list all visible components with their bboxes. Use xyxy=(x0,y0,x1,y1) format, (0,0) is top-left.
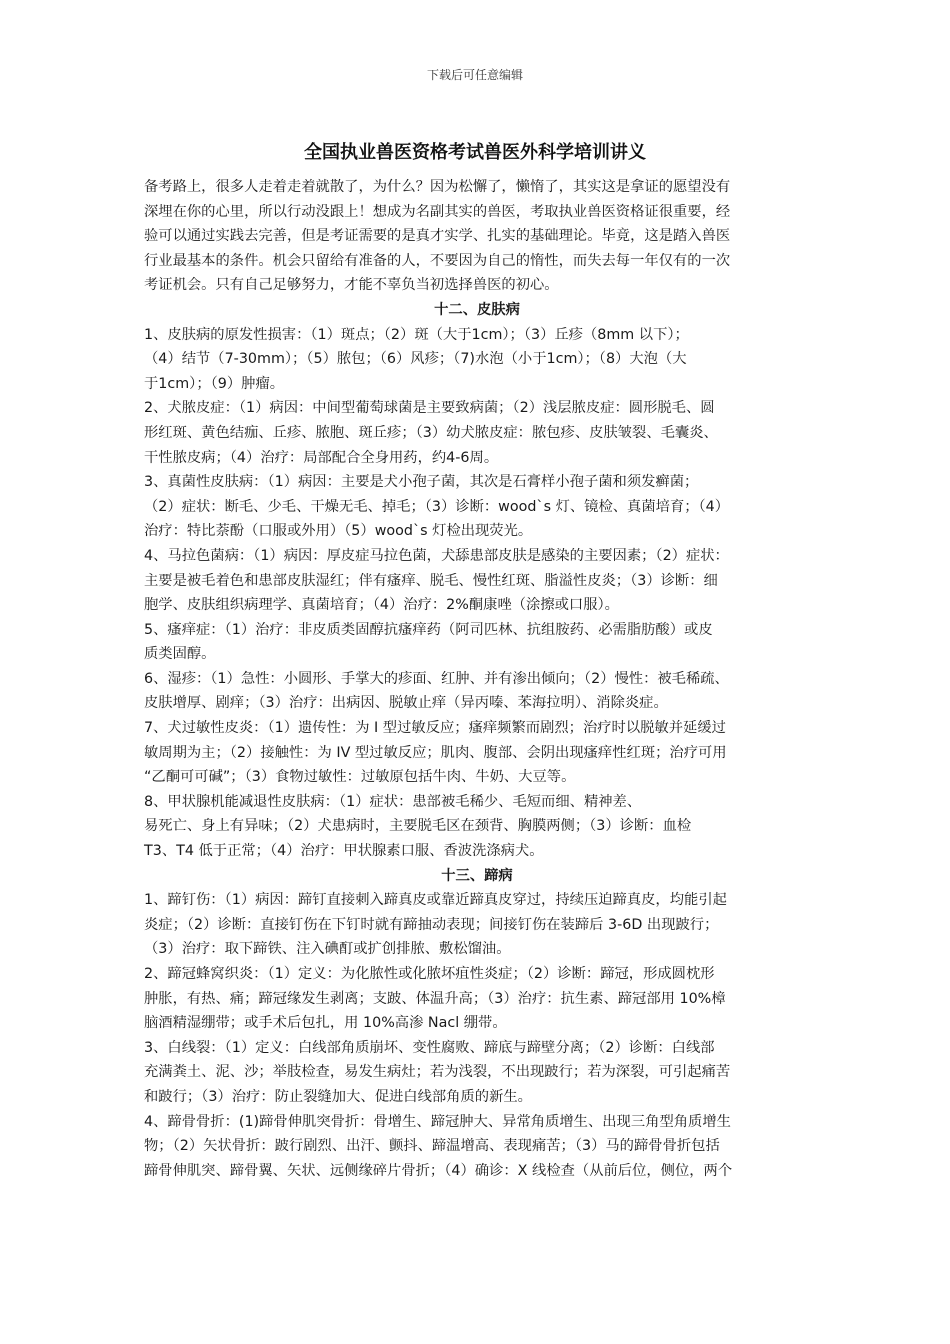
item-line: 治疗：特比萘酚（口服或外用）（5）wood`s 灯检出现荧光。 xyxy=(144,523,533,540)
item-line: 脑酒精湿绷带；或手术后包扎，用 10%高渗 Nacl 绷带。 xyxy=(144,1015,507,1032)
list-item xyxy=(144,1036,810,1110)
item-line: （2）症状：断毛、少毛、干燥无毛、掉毛；（3）诊断：wood`s 灯、镜检、真菌培育；（4） xyxy=(144,498,730,515)
item-line: 和跛行；（3）治疗：防止裂缝加大、促进白线部角质的新生。 xyxy=(144,1088,532,1105)
section-heading-hoof: 十三、蹄病 xyxy=(441,867,513,884)
item-line: 4、蹄骨骨折：(1)蹄骨伸肌突骨折：骨增生、蹄冠肿大、异常角质增生、出现三角型角质增生 xyxy=(144,1113,731,1130)
intro-paragraph xyxy=(144,175,810,298)
intro-line: 行业最基本的条件。机会只留给有准备的人，不要因为自己的惰性，而失去每一年仅有的一次 xyxy=(144,252,731,269)
list-item xyxy=(144,544,810,618)
intro-line: 备考路上，很多人走着走着就散了，为什么？因为松懈了，懒惰了，其实这是拿证的愿望没有 xyxy=(144,179,731,195)
item-line: “乙酮可可碱”；（3）食物过敏性：过敏原包括牛肉、牛奶、大豆等。 xyxy=(144,769,576,786)
item-line: 4、马拉色菌病：（1）病因：厚皮症马拉色菌，犬舔患部皮肤是感染的主要因素；（2）症状： xyxy=(144,547,729,564)
list-item xyxy=(144,1110,810,1184)
intro-line: 考证机会。只有自己足够努力，才能不辜负当初选择兽医的初心。 xyxy=(144,277,559,294)
item-line: 3、真菌性皮肤病：（1）病因：主要是犬小孢子菌，其次是石膏样小孢子菌和须发癣菌； xyxy=(144,474,699,491)
list-item xyxy=(144,716,810,790)
document-title: 全国执业兽医资格考试兽医外科学培训讲义 xyxy=(304,142,646,163)
item-line: 皮肤增厚、剧痒；（3）治疗：出病因、脱敏止痒（异丙嗪、苯海拉明）、消除炎症。 xyxy=(144,695,668,712)
item-line: 3、白线裂：（1）定义：白线部角质崩坏、变性腐败、蹄底与蹄壁分离；（2）诊断：白线部 xyxy=(144,1039,715,1056)
item-line: 敏周期为主；（2）接触性：为 IV 型过敏反应；肌肉、腹部、会阴出现瘙痒性红斑；治疗可用 xyxy=(144,744,727,761)
item-line: 充满粪土、泥、沙；举肢检查，易发生病灶；若为浅裂，不出现跛行；若为深裂，可引起痛苦 xyxy=(144,1064,731,1081)
section-heading-skin: 十二、皮肤病 xyxy=(434,301,520,318)
list-item xyxy=(144,323,810,397)
list-item xyxy=(144,790,810,864)
item-line: 质类固醇。 xyxy=(144,646,216,663)
item-line: 5、瘙痒症：（1）治疗：非皮质类固醇抗瘙痒药（阿司匹林、抗组胺药、必需脂肪酸）或皮 xyxy=(144,621,713,638)
item-line: 干性脓皮病；（4）治疗：局部配合全身用药，约4-6周。 xyxy=(144,449,499,466)
list-item xyxy=(144,396,810,470)
list-item xyxy=(144,962,810,1036)
list-item xyxy=(144,618,810,667)
list-item xyxy=(144,888,810,962)
item-line: （4）结节（7-30mm）；（5）脓包；（6）风疹；（7)水泡（小于1cm）；（8）大泡（大 xyxy=(144,351,687,368)
item-line: 易死亡、身上有异味；（2）犬患病时，主要脱毛区在颈背、胸膜两侧；（3）诊断：血检 xyxy=(144,818,692,835)
item-line: 主要是被毛着色和患部皮肤湿红；伴有瘙痒、脱毛、慢性红斑、脂溢性皮炎；（3）诊断：细 xyxy=(144,572,718,589)
item-line: 6、湿疹：（1）急性：小圆形、手掌大的疹面、红肿、并有渗出倾向；（2）慢性：被毛稀疏、 xyxy=(144,670,729,687)
item-line: 7、犬过敏性皮炎：（1）遗传性：为 I 型过敏反应；瘙痒频繁而剧烈；治疗时以脱敏并延缓过 xyxy=(144,720,726,737)
item-line: 1、蹄钉伤：（1）病因：蹄钉直接刺入蹄真皮或靠近蹄真皮穿过，持续压迫蹄真皮，均能引起 xyxy=(144,892,727,909)
item-line: 8、甲状腺机能减退性皮肤病：（1）症状：患部被毛稀少、毛短而细、精神差、 xyxy=(144,793,642,810)
item-line: 蹄骨伸肌突、蹄骨翼、矢状、远侧缘碎片骨折；（4）确诊：X 线检查（从前后位，侧位，两个 xyxy=(144,1162,733,1179)
item-line: 于1cm）；（9）肿瘤。 xyxy=(144,375,285,392)
intro-line: 验可以通过实践去完善，但是考证需要的是真才实学、扎实的基础理论。毕竟，这是踏入兽医 xyxy=(144,228,731,245)
header-note: 下载后可任意编辑 xyxy=(426,68,523,82)
item-line: （3）治疗：取下蹄铁、注入碘酊或扩创排脓、敷松馏油。 xyxy=(144,941,511,958)
item-line: 形红斑、黄色结痂、丘疹、脓胞、斑丘疹；（3）幼犬脓皮症：脓包疹、皮肤皱裂、毛囊炎、 xyxy=(144,424,718,441)
item-line: 物；（2）矢状骨折：跛行剧烈、出汗、颤抖、蹄温增高、表现痛苦；（3）马的蹄骨骨折包括 xyxy=(144,1138,720,1155)
item-line: 2、蹄冠蜂窝织炎：（1）定义：为化脓性或化脓坏疽性炎症；（2）诊断：蹄冠，形成圆枕形 xyxy=(144,966,715,982)
item-line: 胞学、皮肤组织病理学、真菌培育；（4）治疗：2%酮康唑（涂擦或口服）。 xyxy=(144,597,619,614)
intro-line: 深埋在你的心里，所以行动没跟上！想成为名副其实的兽医，考取执业兽医资格证很重要，经 xyxy=(144,203,731,220)
document-body xyxy=(144,175,810,1183)
item-line: 炎症；（2）诊断：直接钉伤在下钉时就有蹄抽动表现；间接钉伤在装蹄后 3-6D 出现跛行； xyxy=(144,916,719,933)
item-line: 肿胀，有热、痛；蹄冠缘发生剥离；支跛、体温升高；（3）治疗：抗生素、蹄冠部用 10%樟 xyxy=(144,990,726,1007)
list-item xyxy=(144,667,810,716)
item-line: 1、皮肤病的原发性损害：（1）斑点；（2）斑（大于1cm）；（3）丘疹（8mm 以下）； xyxy=(144,326,689,343)
item-line: T3、T4 低于正常；（4）治疗：甲状腺素口服、香波洗涤病犬。 xyxy=(144,843,544,860)
item-line: 2、犬脓皮症：（1）病因：中间型葡萄球菌是主要致病菌；（2）浅层脓皮症：圆形脱毛、圆 xyxy=(144,400,715,417)
list-item xyxy=(144,470,810,544)
